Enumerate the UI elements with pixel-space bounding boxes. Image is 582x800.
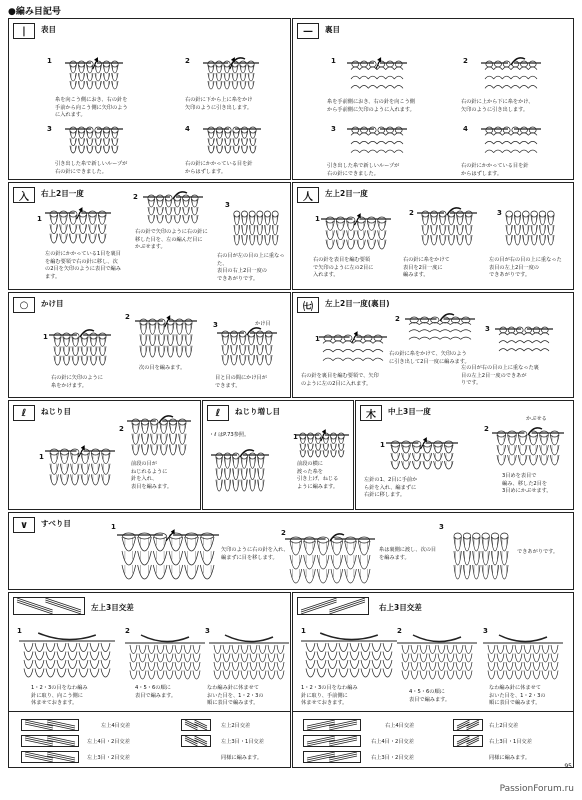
step-number: 3 [483, 627, 488, 635]
step-number: 1 [380, 441, 385, 449]
section-cable-left [8, 592, 291, 768]
step-caption: 右の針に糸をかけて、矢印のよう に引き出して2目一度に編みます。 [389, 351, 470, 365]
legend-symbol-3 [181, 735, 211, 747]
section-title: 中上3目一度 [388, 407, 431, 416]
yo-step1-illustration [49, 329, 111, 369]
section-title: 右上3目交差 [379, 603, 422, 612]
legend-divider [293, 711, 573, 712]
step-number: 1 [301, 627, 306, 635]
legend-label: 右上3目・1目交差 [489, 739, 532, 745]
tw-step1-illustration [45, 445, 115, 489]
cr-step3-illustration [483, 633, 563, 683]
step-caption: 右の針を裏目を編む要領で、矢印 のように左の2目に入れます。 [301, 373, 379, 387]
legend-label: 右上4目・2目交差 [371, 739, 414, 745]
step-number: 1 [293, 433, 298, 441]
site-watermark: PassionForum.ru [499, 784, 574, 794]
cable-right-symbol [297, 597, 369, 615]
step-number: 2 [125, 313, 130, 321]
knit-step3-illustration [65, 123, 123, 157]
slip-step2-illustration [285, 533, 375, 587]
step-caption: 左の目が右の目の上に重なった 表目の左上2目一度の できあがりです。 [489, 257, 562, 279]
step-caption: なわ編み針に休ませて おいた目を、1・2・3の 順に表目で編みます。 [207, 685, 264, 707]
knit-step4-illustration [203, 123, 261, 157]
purl-symbol: — [297, 23, 319, 39]
section-title: 裏目 [325, 25, 340, 34]
step-number: 2 [125, 627, 130, 635]
step-number: 2 [397, 627, 402, 635]
step-number: 3 [485, 325, 490, 333]
step-number: 3 [225, 201, 230, 209]
lp2-step2-illustration [405, 313, 475, 347]
step-caption: 右の針で矢印のように右の針に 移した目を、左の編んだ目に かぶせます。 [135, 229, 208, 251]
pass-over-label: かぶせる [526, 416, 547, 422]
cr-step2-illustration [397, 633, 477, 683]
section-cdd [355, 400, 574, 510]
page-reference: ・ℓ はP.73参照。 [209, 432, 250, 438]
step-number: 2 [463, 57, 468, 65]
knit-step2-illustration [203, 57, 259, 93]
legend-label: 左上4目交差 [101, 723, 131, 729]
section-left-p2tog [292, 292, 574, 398]
cl-step2-illustration [125, 633, 205, 683]
legend-label: 左上3目・2目交差 [87, 755, 130, 761]
section-slip [8, 512, 574, 590]
tw-step2-illustration [127, 415, 191, 459]
section-title: かけ目 [41, 299, 64, 308]
lk2-step2-illustration [417, 207, 477, 249]
section-twisted [8, 400, 201, 510]
section-purl [292, 18, 574, 180]
step-number: 1 [43, 333, 48, 341]
step-caption: 糸は裏側に渡し、次の目 を編みます。 [379, 547, 437, 561]
purl-step4-illustration [481, 123, 541, 161]
step-number: 1 [315, 215, 320, 223]
step-number: 3 [439, 523, 444, 531]
page-heading: ●編み目記号 [8, 7, 61, 17]
purl-step1-illustration [347, 57, 407, 97]
step-caption: できあがりです。 [517, 549, 559, 555]
legend-symbol-1 [453, 719, 483, 731]
step-number: 1 [39, 453, 44, 461]
step-caption: 糸を向こう側におき、右の針を 手前から向こう側に矢印のよう に入れます。 [55, 97, 128, 119]
step-number: 1 [331, 57, 336, 65]
step-caption: 右の針に糸をかけて 表目を2目一度に 編みます。 [403, 257, 450, 279]
slip-symbol: ∨ [13, 517, 35, 533]
cdd-symbol: 木 [360, 405, 382, 421]
section-knit [8, 18, 291, 180]
section-left-k2tog [292, 182, 574, 290]
yarn-over-label: かけ目 [255, 321, 271, 327]
step-caption: 4・5・6の順に 表目で編みます。 [409, 689, 451, 703]
step-number: 1 [17, 627, 22, 635]
section-title: 表目 [41, 25, 56, 34]
step-number: 3 [47, 125, 52, 133]
step-caption: 3目めを表目で 編み、移した2目を 3目めにかぶせます。 [502, 473, 552, 495]
knit-step1-illustration [65, 57, 123, 93]
legend-symbol-0 [21, 719, 79, 731]
step-caption: 右の針に上から下に糸をかけ、 矢印のように引き出します。 [461, 99, 534, 113]
step-caption: 右の目が左の目の上に重なった、 表目の右上2目一度の できあがりです。 [217, 253, 285, 282]
step-number: 2 [484, 425, 489, 433]
right-k2tog-symbol: 入 [13, 187, 35, 203]
twisted-symbol: ℓ [13, 405, 35, 421]
section-title: 左上2目一度 [325, 189, 368, 198]
slip-step3-illustration [449, 529, 513, 583]
knit-symbol: | [13, 23, 35, 39]
legend-label: 右上4目交差 [385, 723, 415, 729]
legend-label: 左上4目・2目交差 [87, 739, 130, 745]
section-title: 左上3目交差 [91, 603, 134, 612]
legend-symbol-0 [303, 719, 361, 731]
legend-note: 同様に編みます。 [489, 755, 531, 761]
step-number: 1 [47, 57, 52, 65]
lp2-step1-illustration [319, 331, 387, 369]
legend-symbol-4 [21, 751, 79, 763]
step-caption: 右の針を表目を編む要領 で矢印のように左の2目に 入れます。 [313, 257, 374, 279]
step-caption: 右の針にかかっている目を針 からはずします。 [461, 163, 529, 177]
step-number: 2 [409, 209, 414, 217]
cable-left-symbol [13, 597, 85, 615]
rk2-step2-illustration [143, 191, 203, 227]
step-number: 3 [205, 627, 210, 635]
purl-step3-illustration [347, 123, 407, 161]
step-number: 2 [281, 529, 286, 537]
step-caption: 左の針にかかっている1目を裏目 を編む要領で右の針に移し、次 の2目を矢印のように表目で編み ます。 [45, 251, 121, 280]
step-caption: 左針の1、2目に手前か ら針を入れ、編まずに 右針に移します。 [364, 477, 418, 499]
step-number: 3 [497, 209, 502, 217]
step-caption: 引き出した糸で新しいループが 右の針にできました。 [327, 163, 400, 177]
step-caption: 右の針にかかっている目を針 からはずします。 [185, 161, 253, 175]
section-yarn-over [8, 292, 291, 398]
cl-step3-illustration [209, 633, 289, 683]
section-title: 右上2目一度 [41, 189, 84, 198]
step-number: 2 [133, 193, 138, 201]
section-cable-right [292, 592, 574, 768]
section-title: ねじり増し目 [235, 407, 280, 416]
step-caption: 右の針に下から上に糸をかけ 矢印のように引き出します。 [185, 97, 253, 111]
legend-symbol-4 [303, 751, 361, 763]
step-number: 2 [185, 57, 190, 65]
yo-step2-illustration [135, 315, 197, 361]
slip-step1-illustration [117, 529, 219, 583]
legend-label: 右上2目交差 [489, 723, 519, 729]
step-caption: 4・5・6の順に 表目で編みます。 [135, 685, 177, 699]
step-caption: 右の針に矢印のように 糸をかけます。 [51, 375, 103, 389]
step-caption: 糸を手前側におき、右の針を向こう側 から手前側に矢印のように入れます。 [327, 99, 415, 113]
cr-step1-illustration [301, 631, 397, 681]
step-number: 2 [395, 315, 400, 323]
section-right-k2tog [8, 182, 291, 290]
lp2-step3-illustration [495, 323, 553, 359]
step-number: 3 [213, 321, 218, 329]
legend-note: 同様に編みます。 [221, 755, 263, 761]
step-number: 2 [119, 425, 124, 433]
step-caption: 1・2・3の目をなわ編み 針に取り、向こう側に 休ませておきます。 [31, 685, 88, 707]
section-title: すべり目 [41, 519, 71, 528]
rk2-step3-illustration [229, 207, 283, 249]
step-caption: 目と目の間にかけ目が できます。 [215, 375, 267, 389]
ti-step1-illustration-b [295, 429, 349, 461]
purl-step2-illustration [481, 57, 541, 97]
lk2-step3-illustration [501, 207, 559, 249]
section-title: 左上2目一度(裏目) [325, 299, 390, 308]
ti-step1-illustration-a [211, 449, 269, 495]
legend-symbol-2 [21, 735, 79, 747]
step-number: 4 [463, 125, 468, 133]
legend-symbol-1 [181, 719, 211, 731]
legend-symbol-3 [453, 735, 483, 747]
lk2-step1-illustration [321, 213, 391, 253]
yo-step3-illustration [217, 327, 277, 369]
step-caption: 1・2・3の目をなわ編み 針に取り、手前側に 休ませておきます。 [301, 685, 358, 707]
page-number: 95 [564, 763, 572, 770]
step-caption: 矢印のように右の針を入れ、 編まずに目を移します。 [221, 547, 289, 561]
step-caption: なわ編み針に休ませて おいた目を、1・2・3の 順に表目で編みます。 [489, 685, 546, 707]
cdd-step2-illustration [492, 427, 564, 469]
legend-symbol-2 [303, 735, 361, 747]
legend-divider [9, 711, 290, 712]
section-twist-increase [202, 400, 354, 510]
left-k2tog-symbol: 人 [297, 187, 319, 203]
step-number: 1 [37, 215, 42, 223]
step-number: 4 [185, 125, 190, 133]
legend-label: 右上3目・2目交差 [371, 755, 414, 761]
step-caption: 前段の目が ねじれるように 針を入れ、 表目を編みます。 [131, 461, 173, 490]
step-caption: 引き出した糸で新しいループが 右の針にできました。 [55, 161, 128, 175]
section-title: ねじり目 [41, 407, 71, 416]
cl-step1-illustration [19, 631, 115, 681]
step-caption: 次の目を編みます。 [139, 365, 186, 371]
yarn-over-symbol: ○ [13, 297, 35, 313]
step-number: 3 [331, 125, 336, 133]
step-number: 1 [315, 335, 320, 343]
legend-label: 左上2目交差 [221, 723, 251, 729]
twist-increase-symbol: ℓ [207, 405, 229, 421]
rk2-step1-illustration [45, 207, 111, 247]
step-caption: 左の目が右の目の上に重なった裏 目の左上2目一度のできあが りです。 [461, 365, 539, 387]
step-caption: 前段の横に 渡った糸を 引き上げ、ねじる ように編みます。 [297, 461, 339, 490]
legend-label: 左上3目・1目交差 [221, 739, 264, 745]
cdd-step1-illustration [386, 437, 458, 473]
left-p2tog-symbol: ㈦ [297, 297, 319, 313]
step-number: 1 [111, 523, 116, 531]
